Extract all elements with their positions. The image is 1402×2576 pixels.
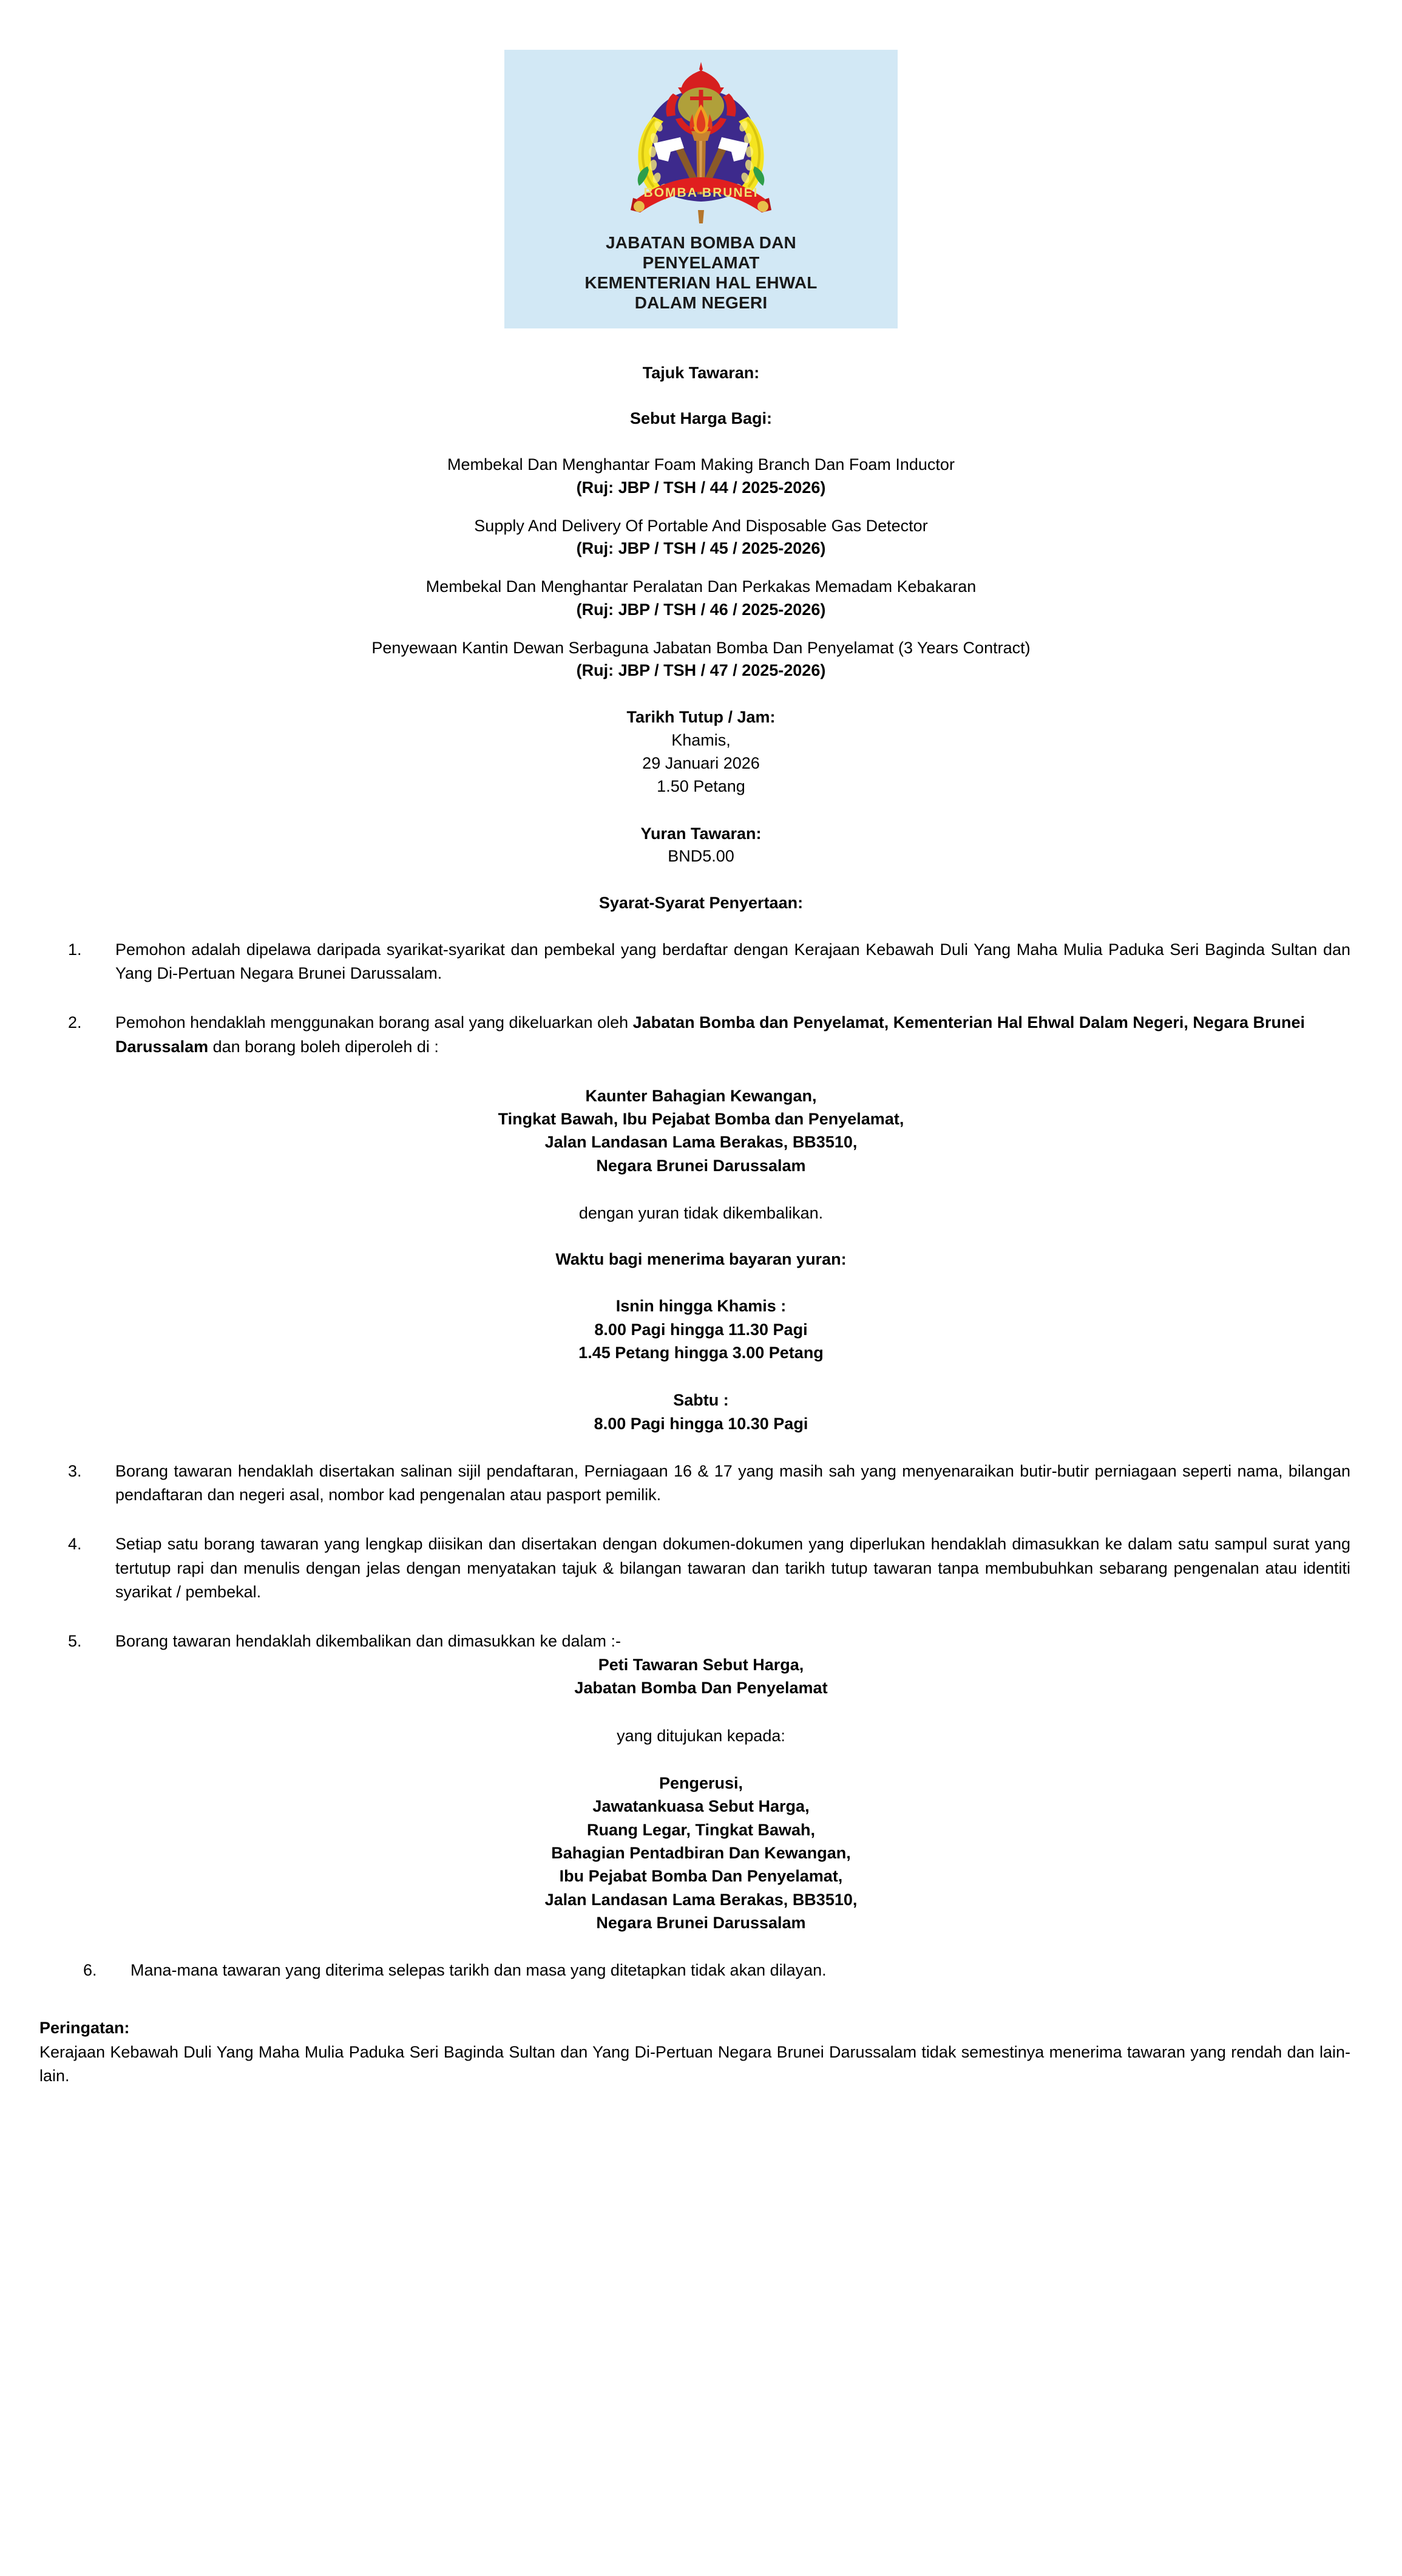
logo-line-4: DALAM NEGERI [634,293,768,313]
weekday-label: Isnin hingga Khamis : [615,1297,787,1316]
tender-reference: (Ruj: JBP / TSH / 45 / 2025-2026) [576,539,826,558]
condition-number: 4. [68,1535,82,1554]
tender-title: Membekal Dan Menghantar Peralatan Dan Perkakas Memadam Kebakaran [425,577,977,596]
sebut-harga-bagi-heading: Sebut Harga Bagi: [629,409,773,428]
condition-number: 5. [68,1631,82,1650]
tender-title: Membekal Dan Menghantar Foam Making Branch Dan Foam Inductor [447,455,955,474]
saturday-label: Sabtu : [673,1391,729,1410]
submission-address-block [0,1772,1402,1934]
waktu-bayaran-heading: Waktu bagi menerima bayaran yuran: [555,1250,847,1269]
tender-item [0,576,1402,621]
collection-address-line-1: Kaunter Bahagian Kewangan, [585,1086,817,1105]
tender-box-block [0,1653,1402,1700]
condition-number: 6. [83,1961,97,1980]
conditions-list-continued [0,1460,1402,1653]
yuran-tawaran-heading: Yuran Tawaran: [640,824,762,843]
condition-text: Pemohon adalah dipelawa daripada syarikat-syarikat dan pembekal yang berdaftar dengan Kerajaan Kebawah Duli Yang Maha Mulia Paduka Seri Baginda Sultan dan Yang Di-Pertuan Negara Brunei Darussalam. [115,940,1350,983]
collection-address-block [0,1084,1402,1177]
tender-reference: (Ruj: JBP / TSH / 47 / 2025-2026) [576,661,826,680]
condition-item-3 [68,1460,1350,1507]
closing-time: 1.50 Petang [657,777,745,795]
submission-address-line-4: Bahagian Pentadbiran Dan Kewangan, [551,1843,851,1862]
submission-address-line-7: Negara Brunei Darussalam [596,1913,806,1932]
svg-text:BOMBA BRUNEI: BOMBA BRUNEI [643,186,759,200]
condition-number: 3. [68,1462,82,1481]
condition-number: 2. [68,1013,82,1032]
condition-text-part1: Pemohon hendaklah menggunakan borang asal yang dikeluarkan oleh [115,1013,633,1032]
tajuk-tawaran-heading: Tajuk Tawaran: [642,364,760,382]
closing-day: Khamis, [671,731,731,750]
closing-date-block [0,706,1402,798]
bomba-brunei-crest-icon [610,58,792,231]
payment-hours-saturday [0,1388,1402,1435]
tender-notice-page [0,50,1402,2576]
non-refundable-note: dengan yuran tidak dikembalikan. [578,1204,824,1223]
conditions-list [0,938,1402,1059]
tarikh-tutup-heading: Tarikh Tutup / Jam: [626,708,776,727]
peringatan-heading: Peringatan: [39,2019,130,2037]
condition-text: Setiap satu borang tawaran yang lengkap diisikan dan disertakan dengan dokumen-dokumen yang diperlukan hendaklah dimasukkan ke dalam satu sampul surat yang tertutup rapi dan menulis dengan jelas dengan menyatakan tajuk & bilangan tawaran dan tarikh tutup tawaran tanpa membubuhkan sebarang pengenalan atau identiti syarikat / pembekal. [115,1535,1350,1601]
tender-title: Penyewaan Kantin Dewan Serbaguna Jabatan Bomba Dan Penyelamat (3 Years Contract) [371,638,1031,657]
weekday-afternoon-hours: 1.45 Petang hingga 3.00 Petang [578,1344,824,1362]
logo-line-1: JABATAN BOMBA DAN [606,233,796,252]
logo-line-3: KEMENTERIAN HAL EHWAL [584,273,818,293]
saturday-morning-hours: 8.00 Pagi hingga 10.30 Pagi [594,1414,808,1433]
condition-item-1 [68,938,1350,985]
collection-address-line-2: Tingkat Bawah, Ibu Pejabat Bomba dan Penyelamat, [498,1110,904,1129]
condition-text [115,1011,1350,1058]
tender-item [0,637,1402,682]
tender-title: Supply And Delivery Of Portable And Disposable Gas Detector [474,516,928,535]
submission-address-line-3: Ruang Legar, Tingkat Bawah, [586,1820,816,1839]
condition-item-2 [68,1011,1350,1058]
addressed-to-label: yang ditujukan kepada: [617,1726,785,1745]
submission-address-line-5: Ibu Pejabat Bomba Dan Penyelamat, [559,1867,843,1886]
tender-fee-block [0,823,1402,869]
payment-hours-weekday [0,1294,1402,1364]
condition-text-part2: dan borang boleh diperoleh di : [208,1037,439,1056]
tender-item [0,454,1402,499]
condition-number: 1. [68,940,82,959]
logo-line-2: PENYELAMAT [642,253,760,273]
tender-reference: (Ruj: JBP / TSH / 44 / 2025-2026) [576,478,826,497]
collection-address-line-3: Jalan Landasan Lama Berakas, BB3510, [544,1133,858,1152]
condition-text: Borang tawaran hendaklah disertakan salinan sijil pendaftaran, Perniagaan 16 & 17 yang masih sah yang menyenaraikan butir-butir perniagaan seperti nama, bilangan pendaftaran dan negeri asal, nombor kad pengenalan atau pasport pemilik. [115,1462,1350,1504]
tender-box-line-2: Jabatan Bomba Dan Penyelamat [574,1679,828,1698]
condition-item-4 [68,1532,1350,1603]
weekday-morning-hours: 8.00 Pagi hingga 11.30 Pagi [594,1320,808,1339]
condition-item-5 [68,1630,1350,1653]
fee-amount: BND5.00 [668,847,734,866]
collection-address-line-4: Negara Brunei Darussalam [596,1156,806,1175]
condition-text: Mana-mana tawaran yang diterima selepas tarikh dan masa yang ditetapkan tidak akan dilayan. [130,1961,827,1980]
condition-text: Borang tawaran hendaklah dikembalikan dan dimasukkan ke dalam :- [115,1631,621,1650]
conditions-list-final [0,1959,1402,1982]
condition-text-emphasis: Jabatan Bomba dan Penyelamat, Kementerian Hal Ehwal Dalam Negeri, Negara Brunei Darussalam [115,1013,1305,1056]
condition-item-6 [68,1959,1350,1982]
tender-reference: (Ruj: JBP / TSH / 46 / 2025-2026) [576,600,826,619]
tender-item [0,515,1402,560]
logo-department-text [504,233,898,313]
peringatan-block [0,2016,1402,2087]
submission-address-line-1: Pengerusi, [659,1773,743,1792]
submission-address-line-6: Jalan Landasan Lama Berakas, BB3510, [544,1890,858,1909]
syarat-syarat-heading: Syarat-Syarat Penyertaan: [598,894,804,912]
peringatan-text: Kerajaan Kebawah Duli Yang Maha Mulia Paduka Seri Baginda Sultan dan Yang Di-Pertuan Negara Brunei Darussalam tidak semestinya menerima tawaran yang rendah dan lain-lain. [39,2042,1350,2085]
department-logo-block [504,50,898,328]
tender-box-line-1: Peti Tawaran Sebut Harga, [598,1655,804,1674]
submission-address-line-2: Jawatankuasa Sebut Harga, [592,1797,810,1816]
closing-date: 29 Januari 2026 [642,753,760,772]
